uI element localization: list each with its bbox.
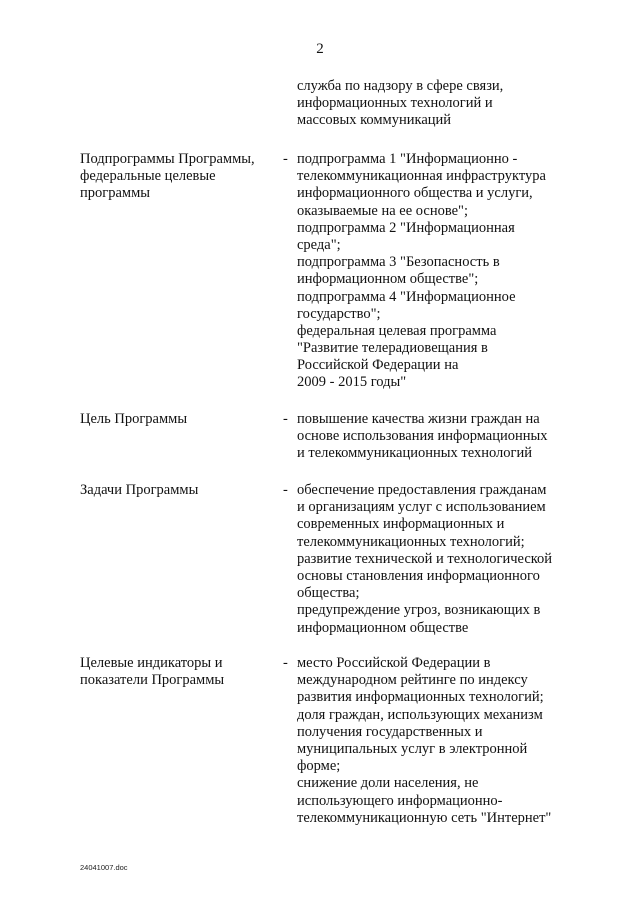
row-dash: - — [283, 151, 288, 167]
row-label — [80, 151, 275, 203]
content-line: массовых коммуникаций — [297, 112, 452, 129]
row-content — [297, 78, 597, 130]
content-line: служба по надзору в сфере связи, — [297, 78, 504, 94]
row-content — [297, 151, 597, 392]
label-line: программы — [80, 185, 150, 202]
content-line: место Российской Федерации в — [297, 655, 491, 671]
content-line: информационного общества и услуги, — [297, 185, 533, 202]
row-label — [80, 655, 275, 689]
row-content — [297, 482, 597, 637]
label-line: Подпрограммы Программы, — [80, 151, 255, 167]
content-line: общества; — [297, 585, 360, 602]
label-line: Задачи Программы — [80, 482, 199, 498]
label-line: показатели Программы — [80, 672, 225, 689]
label-line: Целевые индикаторы и — [80, 655, 223, 671]
content-line: основы становления информационного — [297, 567, 540, 584]
page-number: 2 — [316, 41, 324, 57]
content-line: доля граждан, использующих механизм — [297, 706, 543, 723]
content-line: снижение доли населения, не — [297, 775, 479, 792]
row-label — [80, 482, 275, 499]
content-line: подпрограмма 2 "Информационная — [297, 219, 515, 236]
content-line: подпрограмма 1 "Информационно - — [297, 151, 518, 167]
content-line: обеспечение предоставления гражданам — [297, 482, 547, 498]
content-line: использующего информационно- — [297, 792, 503, 809]
content-line: подпрограмма 4 "Информационное — [297, 288, 516, 305]
content-line: форме; — [297, 758, 341, 775]
content-line: государство"; — [297, 305, 381, 322]
content-line: 2009 - 2015 годы" — [297, 374, 407, 391]
content-line: телекоммуникационная инфраструктура — [297, 168, 546, 185]
content-line: и телекоммуникационных технологий — [297, 445, 533, 462]
row-dash: - — [283, 655, 288, 671]
row-dash: - — [283, 411, 288, 427]
row-content — [297, 655, 597, 827]
content-line: основе использования информационных — [297, 428, 548, 445]
content-line: информационных технологий и — [297, 95, 493, 112]
content-line: и организациям услуг с использованием — [297, 499, 546, 516]
content-line: среда"; — [297, 236, 341, 253]
content-line: развития информационных технологий; — [297, 689, 544, 706]
content-line: федеральная целевая программа — [297, 322, 497, 339]
content-line: телекоммуникационных технологий; — [297, 533, 525, 550]
row-content — [297, 411, 597, 463]
content-line: информационном обществе"; — [297, 271, 479, 288]
content-line: "Развитие телерадиовещания в — [297, 340, 488, 357]
label-line: федеральные целевые — [80, 168, 216, 185]
document-filename: 24041007.doc — [80, 863, 128, 872]
content-line: повышение качества жизни граждан на — [297, 411, 540, 427]
content-line: оказываемые на ее основе"; — [297, 202, 469, 219]
content-line: телекоммуникационную сеть "Интернет" — [297, 809, 552, 826]
content-line: Российской Федерации на — [297, 357, 459, 374]
content-line: муниципальных услуг в электронной — [297, 740, 528, 757]
label-line: Цель Программы — [80, 411, 188, 427]
content-line: получения государственных и — [297, 723, 483, 740]
content-line: подпрограмма 3 "Безопасность в — [297, 254, 500, 271]
content-line: международном рейтинге по индексу — [297, 672, 528, 689]
content-line: современных информационных и — [297, 516, 505, 533]
row-label — [80, 411, 275, 428]
content-line: предупреждение угроз, возникающих в — [297, 602, 541, 619]
content-line: информационном обществе — [297, 619, 469, 636]
row-dash: - — [283, 482, 288, 498]
content-line: развитие технической и технологической — [297, 550, 553, 567]
